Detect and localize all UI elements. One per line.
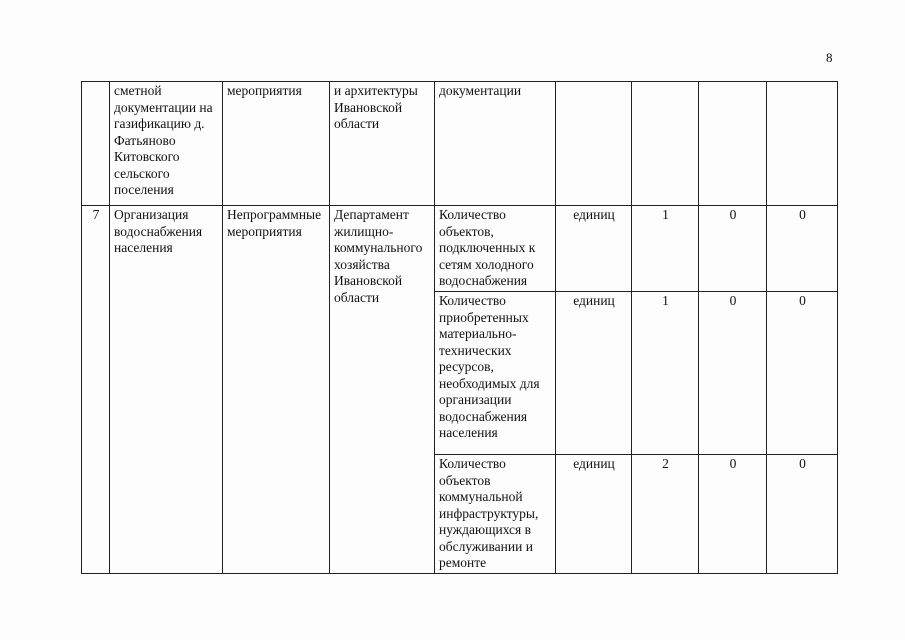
unit: единиц: [556, 455, 632, 574]
table-row: [82, 82, 838, 206]
unit: единиц: [556, 206, 632, 292]
value-2: 0: [699, 455, 767, 574]
page-number: 8: [826, 50, 833, 65]
indicator-name: документации: [435, 82, 556, 206]
value-1: 1: [632, 206, 699, 292]
value-1: [632, 82, 699, 206]
table-row: [82, 206, 838, 292]
value-3: 0: [767, 455, 838, 574]
program-type: Непрограммные мероприятия: [223, 206, 330, 574]
value-2: 0: [699, 206, 767, 292]
indicator-name: Количество приобретенных материально-технических ресурсов, необходимых для организации водоснабжения населения: [435, 292, 556, 455]
executor: и архитектуры Ивановской области: [330, 82, 435, 206]
row-number: 7: [82, 206, 110, 574]
value-3: [767, 82, 838, 206]
indicator-name: Количество объектов, подключенных к сетям холодного водоснабжения: [435, 206, 556, 292]
value-3: 0: [767, 292, 838, 455]
executor: Департамент жилищно-коммунального хозяйства Ивановской области: [330, 206, 435, 574]
value-1: 2: [632, 455, 699, 574]
program-type: мероприятия: [223, 82, 330, 206]
value-1: 1: [632, 292, 699, 455]
value-3: 0: [767, 206, 838, 292]
unit: [556, 82, 632, 206]
value-2: [699, 82, 767, 206]
indicator-name: Количество объектов коммунальной инфраструктуры, нуждающихся в обслуживании и ремонте: [435, 455, 556, 574]
row-number: [82, 82, 110, 206]
value-2: 0: [699, 292, 767, 455]
event-name: Организация водоснабжения населения: [110, 206, 223, 574]
program-table: [81, 81, 838, 574]
event-name: сметной документации на газификацию д. Фатьяново Китовского сельского поселения: [110, 82, 223, 206]
unit: единиц: [556, 292, 632, 455]
